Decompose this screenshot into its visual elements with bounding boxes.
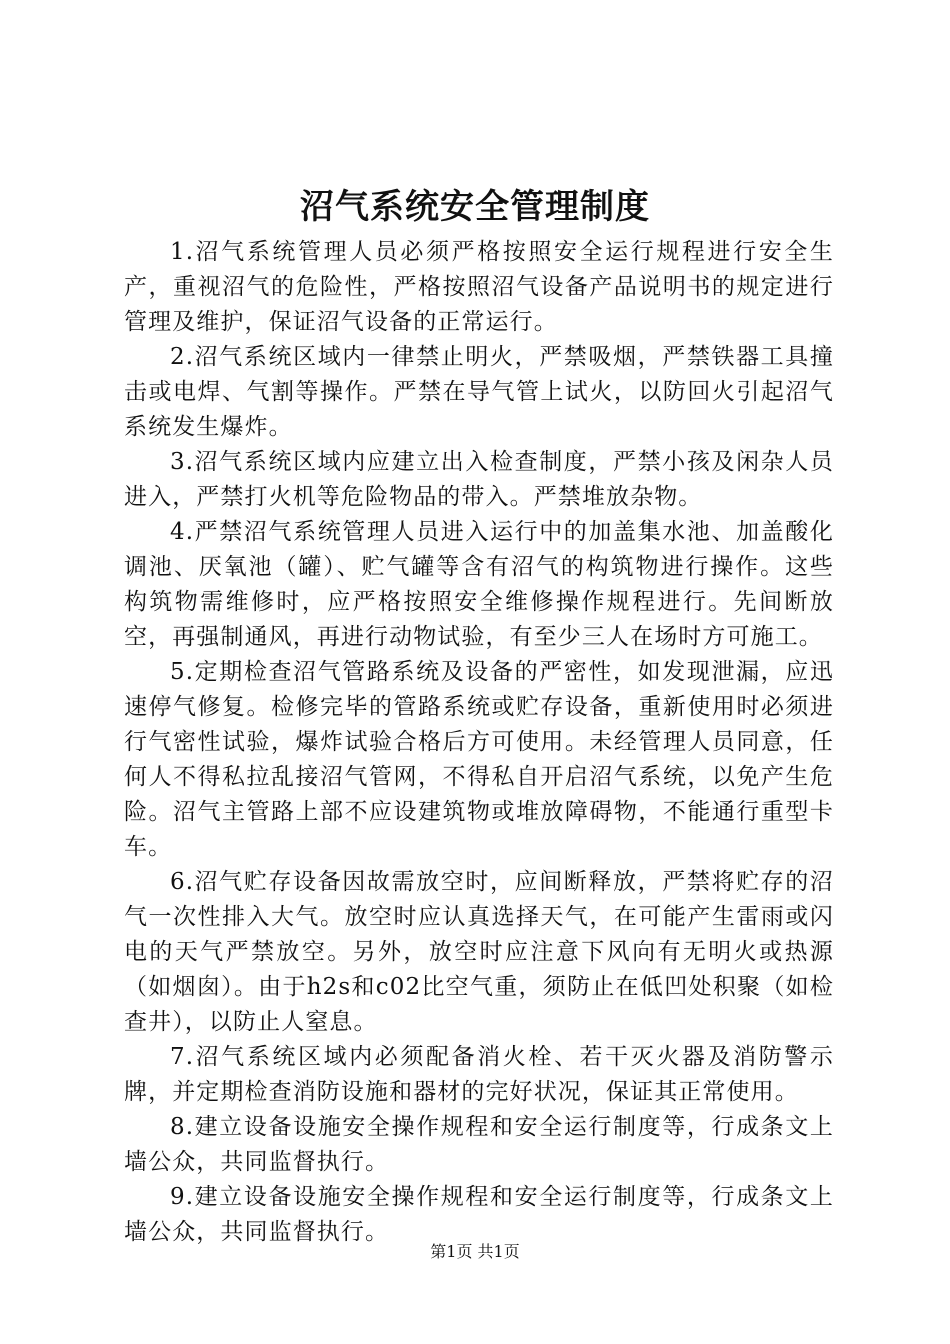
document-title: 沼气系统安全管理制度 [300,187,650,227]
paragraph-9: 9.建立设备设施安全操作规程和安全运行制度等，行成条文上墙公众，共同监督执行。 [124,1184,834,1245]
paragraph-5: 5.定期检查沼气管路系统及设备的严密性，如发现泄漏，应迅速停气修复。检修完毕的管路系统或贮存设备，重新使用时必须进行气密性试验，爆炸试验合格后方可使用。未经管理人员同意，任何人不得私拉乱接沼气管网，不得私自开启沼气系统，以免产生危险。沼气主管路上部不应设建筑物或堆放障碍物，不能通行重型卡车。 [124,659,834,860]
page-footer: 第1页 共1页 [430,1242,520,1261]
document-body [124,235,834,1250]
paragraph-6: 6.沼气贮存设备因故需放空时，应间断释放，严禁将贮存的沼气一次性排入大气。放空时应认真选择天气，在可能产生雷雨或闪电的天气严禁放空。另外，放空时应注意下风向有无明火或热源（如烟囱）。由于h2s和c02比空气重，须防止在低凹处积聚（如检查井），以防止人窒息。 [124,869,834,1035]
paragraph-1: 1.沼气系统管理人员必须严格按照安全运行规程进行安全生产，重视沼气的危险性，严格按照沼气设备产品说明书的规定进行管理及维护，保证沼气设备的正常运行。 [124,239,834,335]
paragraph-3: 3.沼气系统区域内应建立出入检查制度，严禁小孩及闲杂人员进入，严禁打火机等危险物品的带入。严禁堆放杂物。 [124,449,834,510]
paragraph-7: 7.沼气系统区域内必须配备消火栓、若干灭火器及消防警示牌，并定期检查消防设施和器材的完好状况，保证其正常使用。 [124,1044,834,1105]
paragraph-4: 4.严禁沼气系统管理人员进入运行中的加盖集水池、加盖酸化调池、厌氧池（罐）、贮气罐等含有沼气的构筑物进行操作。这些构筑物需维修时，应严格按照安全维修操作规程进行。先间断放空，再强制通风，再进行动物试验，有至少三人在场时方可施工。 [124,519,834,650]
paragraph-2: 2.沼气系统区域内一律禁止明火，严禁吸烟，严禁铁器工具撞击或电焊、气割等操作。严禁在导气管上试火，以防回火引起沼气系统发生爆炸。 [124,344,834,440]
paragraph-8: 8.建立设备设施安全操作规程和安全运行制度等，行成条文上墙公众，共同监督执行。 [124,1114,834,1175]
